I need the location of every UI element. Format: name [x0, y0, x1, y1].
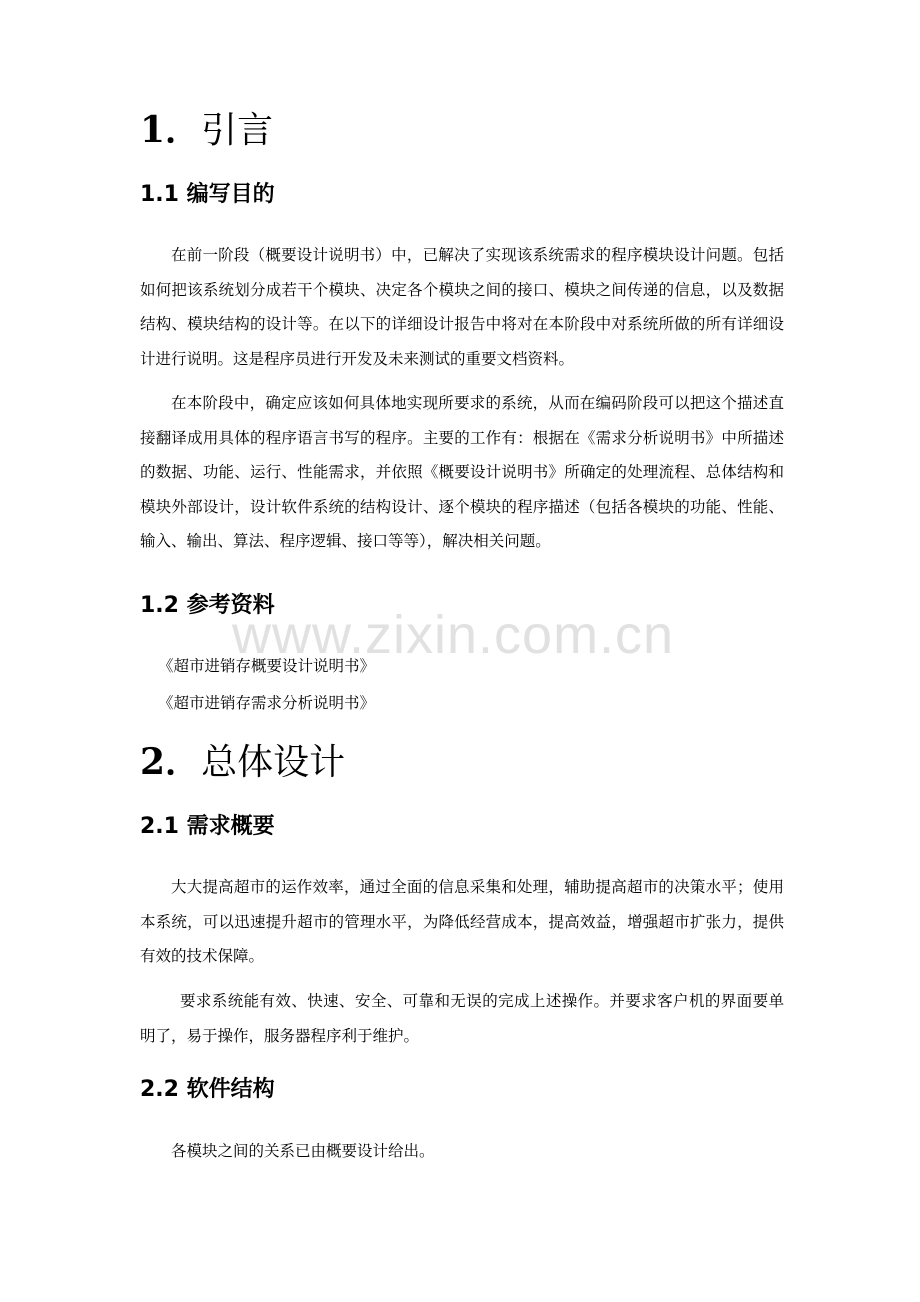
watermark-text: www.zixin.com.cn [232, 605, 675, 665]
paragraph-2-1-a: 大大提高超市的运作效率，通过全面的信息采集和处理，辅助提高超市的决策水平；使用本系统，可以迅速提升超市的管理水平，为降低经营成本，提高效益，增强超市扩张力，提供有效的技术保障。 [140, 878, 784, 965]
section-number-2: 2． [140, 741, 202, 783]
paragraph-2-1-b: 要求系统能有效、快速、安全、可靠和无误的完成上述操作。并要求客户机的界面要单明了，易于操作，服务器程序利于维护。 [140, 992, 784, 1045]
section-number-1: 1． [140, 109, 202, 151]
subsection-heading-2-2: 2.2 软件结构 [140, 1077, 275, 1102]
section-title-1: 引言 [201, 110, 274, 151]
paragraph-1-1-a: 在前一阶段（概要设计说明书）中，已解决了实现该系统需求的程序模块设计问题。包括如何把该系统划分成若干个模块、决定各个模块之间的接口、模块之间传递的信息，以及数据结构、模块结构的设计等。在以下的详细设计报告中将对在本阶段中对系统所做的所有详细设计进行说明。这是程序员进行开发及未来测试的重要文档资料。 [140, 246, 784, 368]
reference-item-1: 《超市进销存概要设计说明书》 [158, 657, 376, 675]
section-heading-2 [140, 740, 345, 785]
reference-item-2: 《超市进销存需求分析说明书》 [158, 694, 376, 712]
paragraph-2-2-a: 各模块之间的关系已由概要设计给出。 [171, 1142, 435, 1160]
section-heading-1 [140, 108, 273, 153]
subsection-heading-1-1: 1.1 编写目的 [140, 182, 275, 207]
section-title-2: 总体设计 [201, 742, 346, 783]
subsection-heading-1-2: 1.2 参考资料 [140, 593, 275, 618]
subsection-heading-2-1: 2.1 需求概要 [140, 814, 275, 839]
paragraph-1-1-b: 在本阶段中，确定应该如何具体地实现所要求的系统，从而在编码阶段可以把这个描述直接翻译成用具体的程序语言书写的程序。主要的工作有：根据在《需求分析说明书》中所描述的数据、功能、运行、性能需求，并依照《概要设计说明书》所确定的处理流程、总体结构和模块外部设计，设计软件系统的结构设计、逐个模块的程序描述（包括各模块的功能、性能、输入、输出、算法、程序逻辑、接口等等），解决相关问题。 [140, 394, 784, 550]
